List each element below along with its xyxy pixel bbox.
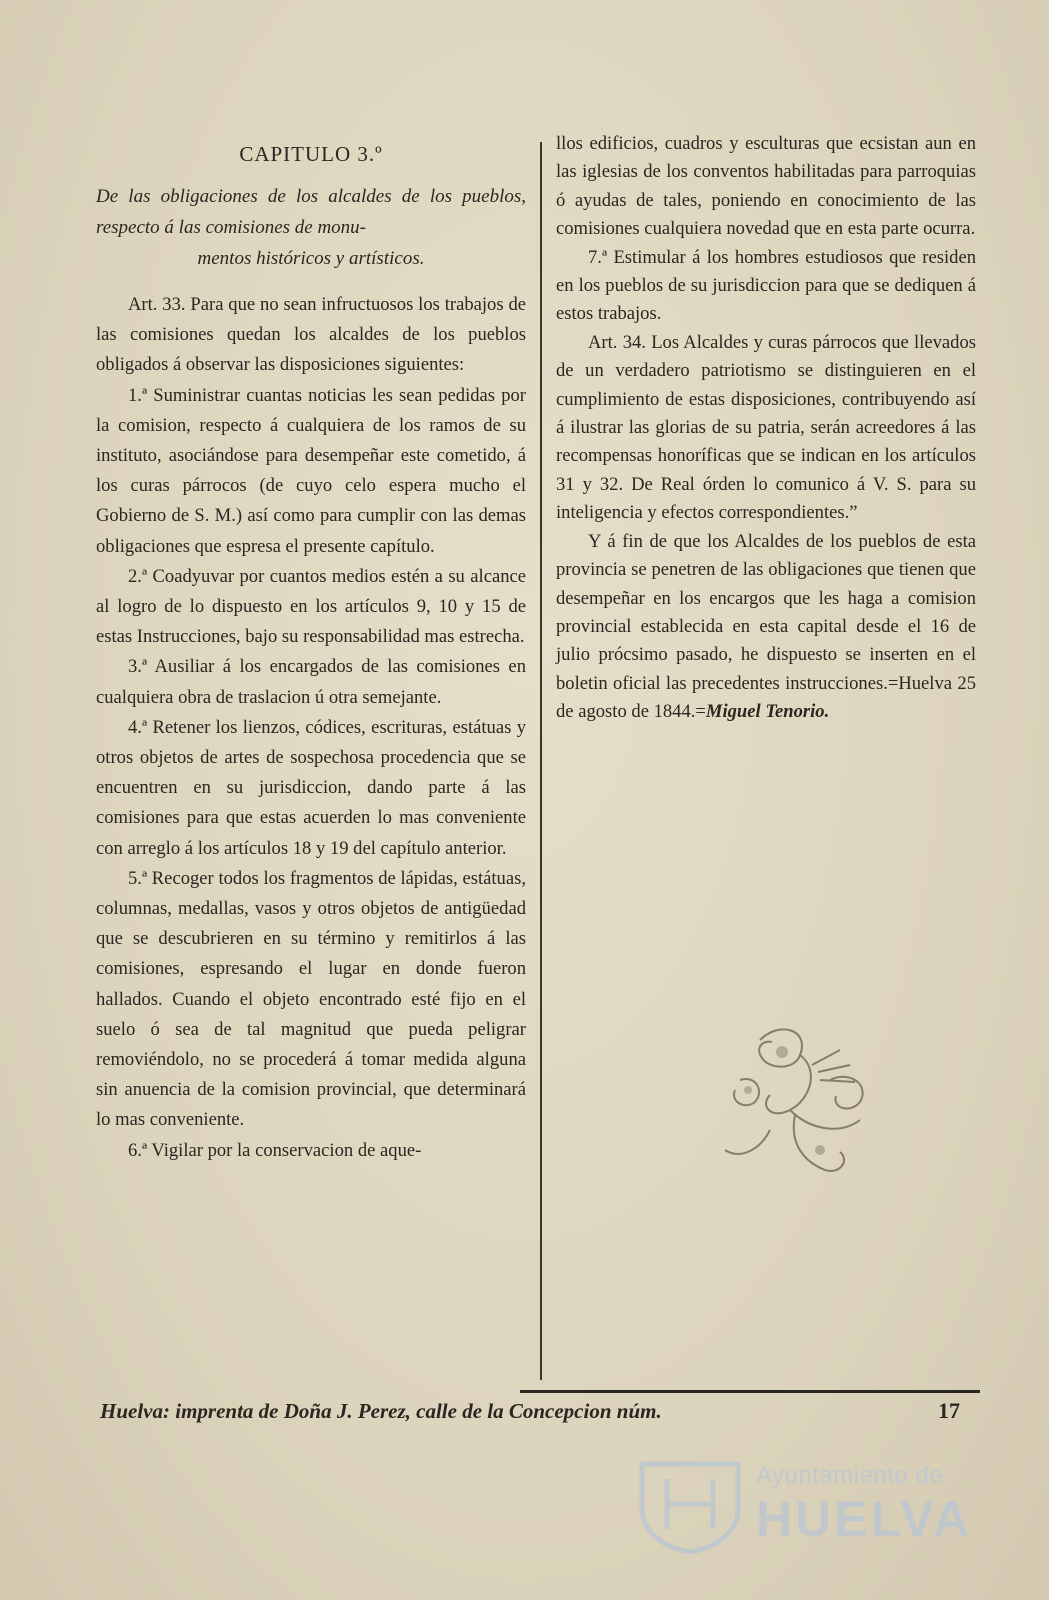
- flower-ornament-icon: [700, 1010, 900, 1190]
- column-divider: [540, 142, 542, 1380]
- clause-7: 7.ª Estimular á los hombres estudiosos que residen en los pueblos de su jurisdiccion para que se dediquen á estos trabajos.: [556, 246, 976, 325]
- left-column: [96, 130, 526, 1166]
- city-shield-icon: [632, 1454, 748, 1554]
- chapter-title: CAPITULO 3.º: [239, 142, 383, 166]
- page-number: 17: [938, 1398, 960, 1423]
- clause-2: 2.ª Coadyuvar por cuantos medios estén a su alcance al logro de lo dispuesto en los artículos 9, 10 y 15 de estas Instrucciones, bajo su responsabilidad mas estrecha.: [96, 565, 526, 648]
- archive-watermark: [628, 1448, 973, 1558]
- imprint-text: Huelva: imprenta de Doña J. Perez, calle de la Concepcion núm.: [100, 1399, 662, 1423]
- clause-6-continued: llos edificios, cuadros y esculturas que ecsistan aun en las iglesias de los conventos habilitadas para parroquias ó ayudas de tales, poniendo en conocimiento de las comisiones cualquiera novedad que en esta parte ocurra.: [556, 133, 976, 240]
- right-column: [556, 130, 976, 727]
- closing-paragraph: [556, 528, 976, 727]
- watermark-line-2: HUELVA: [756, 1491, 973, 1547]
- footer-imprint: [100, 1398, 960, 1424]
- article-33: Art. 33. Para que no sean infructuosos los trabajos de las comisiones quedan los alcaldes de los pueblos obligados á observar las disposiciones siguientes:: [96, 294, 526, 376]
- clause-5: 5.ª Recoger todos los fragmentos de lápidas, estátuas, columnas, medallas, vasos y otros objetos de antigüedad que se descubrieren en su término y remitirlos á las comisiones, espresando el lugar en donde fueron hallados. Cuando el objeto encontrado esté fijo en el suelo ó sea de tal magnitud que pueda peligrar removiéndolo, no se procederá á tomar medida alguna sin anuencia de la comision provincial, que determinará lo mas conveniente.: [96, 867, 526, 1131]
- closing-text: Y á fin de que los Alcaldes de los pueblos de esta provincia se penetren de las obligaciones que tienen que desempeñar en los encargos que les haga a comision provincial establecida en esta capital desde el 16 de julio prócsimo pasado, he dispuesto se inserten en el boletin oficial las precedentes instrucciones.=Huelva 25 de agosto de 1844.=: [556, 530, 976, 723]
- clause-6: 6.ª Vigilar por la conservacion de aque-: [128, 1139, 422, 1161]
- chapter-subtitle-line-2: mentos históricos y artísticos.: [197, 248, 425, 269]
- footer-rule: [520, 1390, 980, 1393]
- signature: Miguel Tenorio.: [705, 701, 830, 723]
- watermark-line-1: Ayuntamiento de: [756, 1462, 944, 1489]
- clause-4: 4.ª Retener los lienzos, códices, escrituras, estátuas y otros objetos de artes de sospechosa procedencia que se encuentren en su jurisdiccion, dando parte á las comisiones para que estas acuerden lo mas conveniente con arreglo á los artículos 18 y 19 del capítulo anterior.: [96, 716, 526, 859]
- article-34: Art. 34. Los Alcaldes y curas párrocos que llevados de un verdadero patriotismo se distinguieren en el cumplimiento de estas disposiciones, contribuyendo así á ilustrar las glorias de su patria, serán acreedores á las recompensas honoríficas que se indican en los artículos 31 y 32. De Real órden lo comunico á V. S. para su inteligencia y efectos correspondientes.”: [556, 331, 976, 524]
- chapter-subtitle-line-1: De las obligaciones de los alcaldes de los pueblos, respecto á las comisiones de monu-: [96, 186, 526, 238]
- clause-3: 3.ª Ausiliar á los encargados de las comisiones en cualquiera obra de traslacion ú otra semejante.: [96, 656, 526, 708]
- clause-1: 1.ª Suministrar cuantas noticias les sean pedidas por la comision, respecto á cualquiera de los ramos de su instituto, asociándose para desempeñar este cometido, á los curas párrocos (de cuyo celo espera mucho el Gobierno de S. M.) así como para cumplir con las demas obligaciones que espresa el presente capítulo.: [96, 384, 526, 557]
- chapter-subtitle: [96, 181, 526, 274]
